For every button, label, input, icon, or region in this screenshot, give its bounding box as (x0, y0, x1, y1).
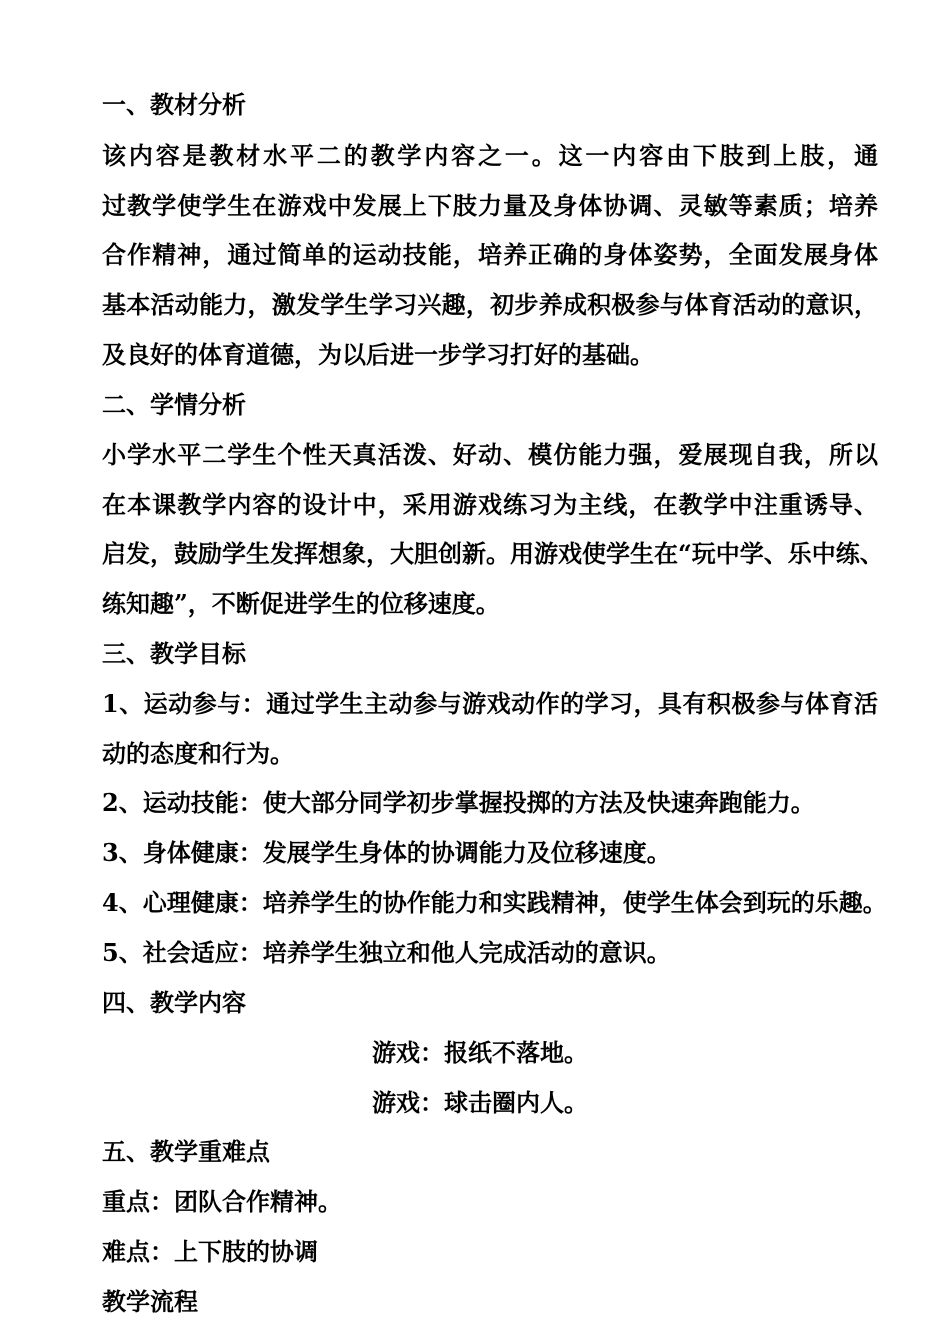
key-point: 重点：团队合作精神。 (102, 1187, 342, 1216)
goal-item-3: 3、身体健康：发展学生身体的协调能力及位移速度。 (102, 838, 671, 867)
game-item-2: 游戏：球击圈内人。 (372, 1088, 588, 1117)
section-heading-teaching-content: 四、教学内容 (102, 988, 246, 1017)
goal-item-1-cont: 动的态度和行为。 (102, 739, 294, 768)
paragraph-line: 过教学使学生在游戏中发展上下肢力量及身体协调、灵敏等素质；培养 (102, 191, 878, 220)
goal-item-5: 5、社会适应：培养学生独立和他人完成活动的意识。 (102, 938, 671, 967)
paragraph-line: 合作精神，通过简单的运动技能，培养正确的身体姿势，全面发展身体 (102, 240, 878, 269)
paragraph-line: 及良好的体育道德，为以后进一步学习打好的基础。 (102, 340, 654, 369)
paragraph-line: 练知趣”，不断促进学生的位移速度。 (102, 589, 500, 618)
section-heading-textbook-analysis: 一、教材分析 (102, 90, 246, 119)
section-heading-teaching-flow: 教学流程 (102, 1287, 198, 1316)
goal-item-2: 2、运动技能：使大部分同学初步掌握投掷的方法及快速奔跑能力。 (102, 788, 815, 817)
paragraph-line: 基本活动能力，激发学生学习兴趣，初步养成积极参与体育活动的意识， (102, 290, 878, 319)
section-heading-teaching-goals: 三、教学目标 (102, 639, 246, 668)
goal-item-1: 1、运动参与：通过学生主动参与游戏动作的学习，具有积极参与体育活 (102, 689, 878, 718)
section-heading-key-points: 五、教学重难点 (102, 1137, 270, 1166)
paragraph-line: 小学水平二学生个性天真活泼、好动、模仿能力强，爱展现自我，所以 (102, 440, 878, 469)
difficult-point: 难点：上下肢的协调 (102, 1237, 318, 1266)
goal-item-4: 4、心理健康：培养学生的协作能力和实践精神，使学生体会到玩的乐趣。 (102, 888, 887, 917)
paragraph-line: 在本课教学内容的设计中，采用游戏练习为主线，在教学中注重诱导、 (102, 490, 878, 519)
paragraph-line: 启发，鼓励学生发挥想象，大胆创新。用游戏使学生在“玩中学、乐中练、 (102, 539, 884, 568)
section-heading-student-analysis: 二、学情分析 (102, 390, 246, 419)
game-item-1: 游戏：报纸不落地。 (372, 1038, 588, 1067)
paragraph-line: 该内容是教材水平二的教学内容之一。这一内容由下肢到上肢，通 (102, 141, 878, 170)
